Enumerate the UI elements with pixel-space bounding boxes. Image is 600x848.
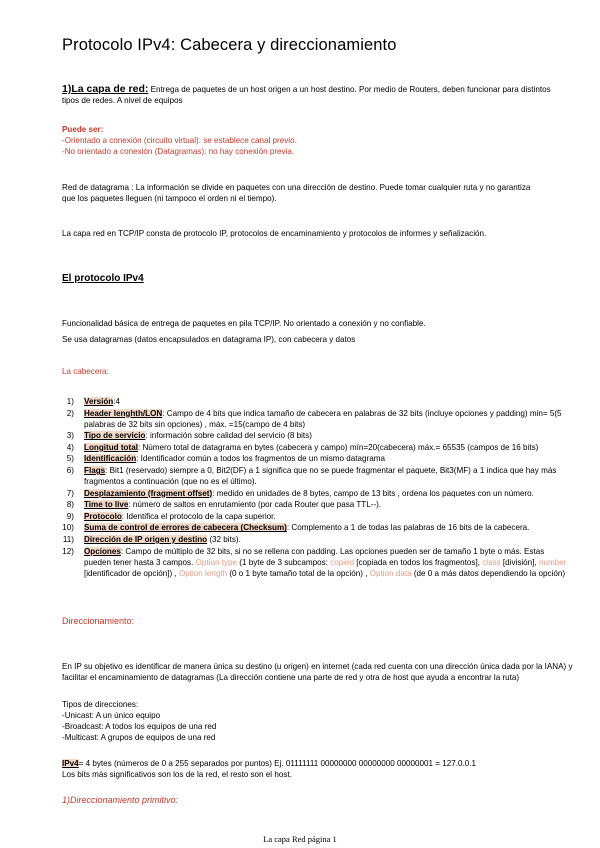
puede-ser-item: -No orientado a conexión (Datagramas): no hay conexión previa.	[62, 147, 295, 156]
class-label: class	[482, 557, 501, 567]
option-type-label: Option type	[195, 557, 237, 567]
ip-objetivo-paragraph: En IP su objetivo es identificar de manera única su destino (u origen) en internet (cada red cuenta con una dirección única dada por la IANA) y facilitar el encaminamiento de datagramas (La dirección contiene una parte de red y otra de host que ayuda a encontrar la ruta)	[62, 662, 573, 682]
list-item: 11) Dirección de IP origen y destino (32 bits).	[62, 534, 241, 544]
protocolo-heading: El protocolo IPv4	[62, 273, 144, 284]
list-item: 8) Time to live: número de saltos en enrutamiento (por cada Router que pasa TTL--).	[66, 500, 382, 510]
field-term: Flags	[84, 465, 106, 475]
capa-red-tcpip-paragraph: La capa red en TCP/IP consta de protocolo IP, protocolos de encaminamiento y protocolos de informes y señalización.	[62, 229, 487, 238]
red-datagrama-paragraph: Red de datagrama : La información se divide en paquetes con una dirección de destino. Puede tomar cualquier ruta y no garantiza que los paquetes lleguen (ni tampoco el orden ni el tiempo).	[62, 183, 531, 203]
direccionamiento-heading: Direccionamiento:	[62, 616, 135, 626]
funcionalidad-paragraph: Funcionalidad básica de entrega de paquetes en pila TCP/IP. No orientado a conexión y no confiable.	[62, 319, 426, 328]
field-term: Desplazamiento (fragment offset)	[84, 488, 213, 498]
list-item: 7) Desplazamiento (fragment offset): medido en unidades de 8 bytes, campo de 13 bits , ordena los paquetes con un número.	[66, 488, 534, 498]
option-length-label: Option length	[178, 568, 228, 578]
list-item: 3) Tipo de servicio: información sobre calidad del servicio (8 bits)	[66, 431, 312, 441]
datagramas-paragraph: Se usa datagramas (datos encapsulados en datagrama IP), con cabecera y datos	[62, 335, 356, 344]
field-term: Dirección de IP origen y destino	[84, 534, 208, 544]
ipv4-line2: Los bits más significativos son los de la red, el resto son el host.	[62, 770, 292, 779]
capa-red-text: Entrega de paquetes de un host origen a un host destino. Por medio de Routers, deben funcionar para distintos tipos de redes. A nivel de equipos	[62, 85, 551, 105]
list-item: 5) Identificación: Identificador común a todos los fragmentos de un mismo datagrama	[66, 454, 385, 464]
list-item: 12) Opciones: Campo de múltiplo de 32 bits, si no se rellena con padding. Las opciones pueden ser de tamaño 1 byte o más. Estas pueden tener hasta 3 campos. Option type (1 byte de 3 subcampos: copied [copiada en todos los fragmentos], class [división], number [identificador de opción]) , Option length (0 o 1 byte tamaño total de la opción) , Option data (de 0 a más datos dependiendo la opción)	[62, 546, 567, 578]
puede-ser-item: -Orientado a conexión (circuito virtual): se establece canal previo.	[62, 136, 297, 145]
puede-ser-heading: Puede ser:	[62, 125, 104, 134]
field-term: Header lenghth/LON	[84, 408, 163, 418]
list-item: 1) Versión:4	[66, 397, 121, 406]
capa-red-paragraph	[62, 84, 562, 106]
primitivo-heading: 1)Direccionamiento primitivo:	[62, 795, 179, 805]
list-item: 10) Suma de control de errores de cabecera (Checksum): Complemento a 1 de todas las palabras de 16 bits de la cabecera.	[62, 523, 530, 533]
list-item: 4) Longitud total: Número total de datagrama en bytes (cabecera y campo) mín=20(cabecera) máx.= 65535 (campos de 16 bits)	[66, 442, 539, 452]
cabecera-list	[62, 396, 572, 579]
field-term: Protocolo	[84, 511, 122, 521]
capa-red-lead: 1)La capa de red:	[62, 83, 149, 95]
number-label: number	[538, 557, 567, 567]
cabecera-heading: La cabecera:	[62, 367, 109, 376]
list-item: -Broadcast: A todos los equipos de una red	[62, 722, 217, 731]
tipos-heading: Tipos de direcciones:	[62, 700, 139, 709]
field-term: Opciones	[84, 546, 121, 556]
field-term: Identificación	[84, 454, 137, 464]
page-footer: La capa Red página 1	[263, 834, 337, 844]
copied-label: copied	[330, 557, 354, 567]
field-term: Longitud total	[84, 442, 138, 452]
field-term: Time to live	[84, 500, 129, 510]
option-data-label: Option data	[369, 568, 412, 578]
field-term: Versión	[84, 397, 114, 406]
tipos-block	[62, 699, 562, 743]
list-item: -Unicast: A un único equipo	[62, 711, 161, 720]
list-item: -Multicast: A grupos de equipos de una red	[62, 733, 216, 742]
ipv4-label: IPv4	[62, 759, 79, 768]
puede-ser-block	[62, 124, 562, 157]
ipv4-text: = 4 bytes (números de 0 a 255 separados por puntos) Ej. 01111111 00000000 00000000 00000001 = 127.0.0.1	[78, 759, 477, 768]
page-title: Protocolo IPv4: Cabecera y direccionamiento	[62, 36, 397, 54]
field-term: Tipo de servicio	[84, 431, 146, 441]
list-item: 2) Header lenghth/LON: Campo de 4 bits que indica tamaño de cabecera en palabras de 32 bits (incluye opciones y padding) min= 5(5 palabras de 32 bits sin opciones) , máx. =15(campo de 4 bits)	[66, 408, 562, 429]
list-item: 6) Flags: Bit1 (reservado) siempre a 0, Bit2(DF) a 1 significa que no se puede fragmentar el paquete, Bit3(MF) a 1 indica que hay más fragmentos a continuación (que no es el último).	[66, 465, 557, 486]
ipv4-block	[62, 758, 582, 780]
list-item: 9) Protocolo: Identifica el protocolo de la capa superior.	[66, 511, 276, 521]
field-term: Suma de control de errores de cabecera (Checksum)	[84, 523, 287, 533]
